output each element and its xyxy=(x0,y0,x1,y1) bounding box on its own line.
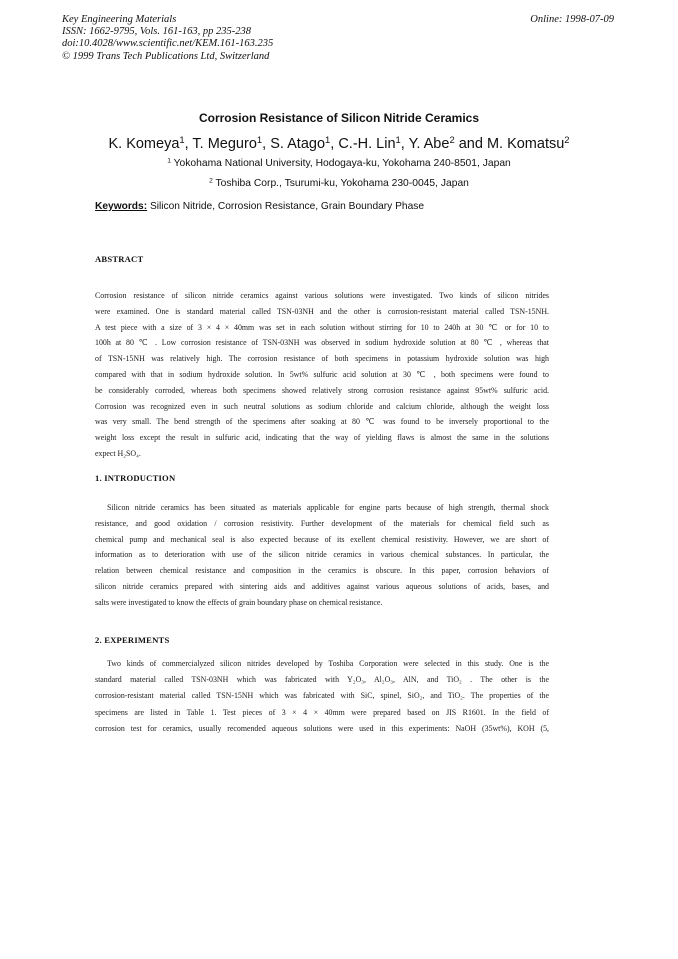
author-affiliation-mark: 2 xyxy=(449,133,455,145)
keywords-text: Silicon Nitride, Corrosion Resistance, Grain Boundary Phase xyxy=(149,201,424,212)
text-line: Silicon nitride ceramics has been situated as materials applicable for engine parts because of high strength, thermal shock xyxy=(107,503,549,512)
affiliation-1 xyxy=(0,158,678,169)
experiments-paragraph xyxy=(95,656,549,737)
affiliation-2 xyxy=(0,178,678,189)
author-name: M. Komatsu xyxy=(486,136,565,152)
introduction-paragraph xyxy=(95,500,549,611)
text-line: compared with that in sodium hydroxide solution. In 5wt% sulfuric acid solution at 30 ℃ , both specimens were found to xyxy=(95,369,549,379)
text-line: resistance, and good oxidation / corrosion resistivity. Further development of the materials for chemical field such as xyxy=(95,518,549,528)
author-affiliation-mark: 1 xyxy=(179,133,185,145)
text-line: be considerably corroded, whereas both specimens showed relatively strong corrosion resistance against 95wt% sulfuric acid. xyxy=(95,385,549,395)
author-name: C.-H. Lin xyxy=(338,136,396,152)
issn-line: ISSN: 1662-9795, Vols. 161-163, pp 235-238 xyxy=(62,26,251,38)
text-line: A test piece with a size of 3 × 4 × 40mm was set in each solution without stirring for 10 to 240h at 30 ℃ or for 10 to xyxy=(95,322,549,332)
author-name: T. Meguro xyxy=(192,136,257,152)
text-line: was very small. The bend strength of the specimens after soaking at 80 ℃ was found to be inversely proportional to the xyxy=(95,417,549,427)
text-line: were examined. One is standard material called TSN-03NH and the other is corrosion-resistant material called TSN-15NH. xyxy=(95,306,549,316)
doi-line: doi:10.4028/www.scientific.net/KEM.161-163.235 xyxy=(62,38,274,50)
text-line: 100h at 80 ℃ . Low corrosion resistance of TSN-03NH was observed in sodium hydroxide solution at 80 ℃ , whereas that xyxy=(95,338,549,348)
experiments-heading: 2. EXPERIMENTS xyxy=(95,635,170,645)
author-conjunction: and xyxy=(458,136,483,152)
text-line: relation between chemical resistance and composition in the ceramics is obscure. In this paper, corrosion behaviors of xyxy=(95,566,549,576)
copyright-line: © 1999 Trans Tech Publications Ltd, Switzerland xyxy=(62,50,270,62)
text-line: salts were investigated to know the effects of grain boundary phase on chemical resistance. xyxy=(95,597,383,607)
author-affiliation-mark: 1 xyxy=(256,133,263,145)
author-name: Y. Abe xyxy=(408,136,450,152)
keywords-line xyxy=(95,201,424,212)
text-line: Corrosion was recognized even in such neutral solutions as sodium chloride and calcium chloride, although the weight loss xyxy=(95,401,549,411)
author-list: K. Komeya$^1$, T. Meguro$^1$, S. Atago$^1$, C.-H. Lin$^1$, Y. Abe$^2$ and M. Komatsu$^2$ xyxy=(108,133,570,152)
text-line: chemical pump and mechanical seal is also expected because of its exellent chemical resistivity. However, we are short of xyxy=(95,534,549,544)
journal-name: Key Engineering Materials xyxy=(62,14,177,25)
text-line: corrosion test for ceramics, usually recomended aqueous solutions were used in this experiments: NaOH (35wt%), KOH (5, xyxy=(95,723,549,733)
author-name: K. Komeya xyxy=(108,136,180,152)
author-affiliation-mark: 2 xyxy=(564,133,570,145)
text-line: weight loss except the result in sulfuric acid, indicating that the way of yielding flaws is almost the same in the solutions xyxy=(95,433,549,443)
affiliation-number: 1 xyxy=(167,157,171,165)
text-line: Corrosion resistance of silicon nitride ceramics against various solutions were investigated. Two kinds of silicon nitrides xyxy=(95,291,549,300)
affiliation-text: Yokohama National University, Hodogaya-ku, Yokohama 240-8501, Japan xyxy=(173,158,511,169)
author-affiliation-mark: 1 xyxy=(395,133,401,145)
text-line: specimens are listed in Table 1. Test pieces of 3 × 4 × 40mm were prepared based on JIS R1601. In the field of xyxy=(95,707,549,717)
paper-title: Corrosion Resistance of Silicon Nitride Ceramics xyxy=(198,111,480,125)
author-name: S. Atago xyxy=(270,136,326,152)
author-affiliation-mark: 1 xyxy=(325,133,331,145)
affiliation-number: 2 xyxy=(209,177,213,185)
introduction-heading: 1. INTRODUCTION xyxy=(95,473,176,483)
abstract-heading: ABSTRACT xyxy=(95,254,144,264)
text-line: standard material called TSN-03NH which was fabricated with Y₂O₃, Al₂O₃, AlN, and TiO₂ . The other is the xyxy=(95,675,549,685)
text-line: Two kinds of commercialyzed silicon nitrides developed by Toshiba Corporation were selected in this study. One is the xyxy=(107,659,549,668)
affiliation-text: Toshiba Corp., Tsurumi-ku, Yokohama 230-0045, Japan xyxy=(215,178,469,189)
text-line: silicon nitride ceramics prepared with sintering aids and additives against various aqueous solutions of acids, bases, and xyxy=(95,581,549,591)
journal-header xyxy=(62,14,273,63)
text-line: information as to deterioration with use of the silicon nitride ceramics in various chemical substances. In particular, the xyxy=(95,550,549,560)
text-line: expect H₂SO₄. xyxy=(95,448,141,458)
text-line: corrosion-resistant material called TSN-15NH which was fabricated with SiC, spinel, SiO₂, and TiO₂. The properties of the xyxy=(95,691,549,701)
abstract-paragraph xyxy=(95,288,549,462)
online-date: Online: 1998-07-09 xyxy=(530,14,614,25)
keywords-label: Keywords: xyxy=(95,201,148,212)
text-line: of TSN-15NH was relatively high. The corrosion resistance of both specimens in potassium hydroxide solution was high xyxy=(95,354,549,364)
